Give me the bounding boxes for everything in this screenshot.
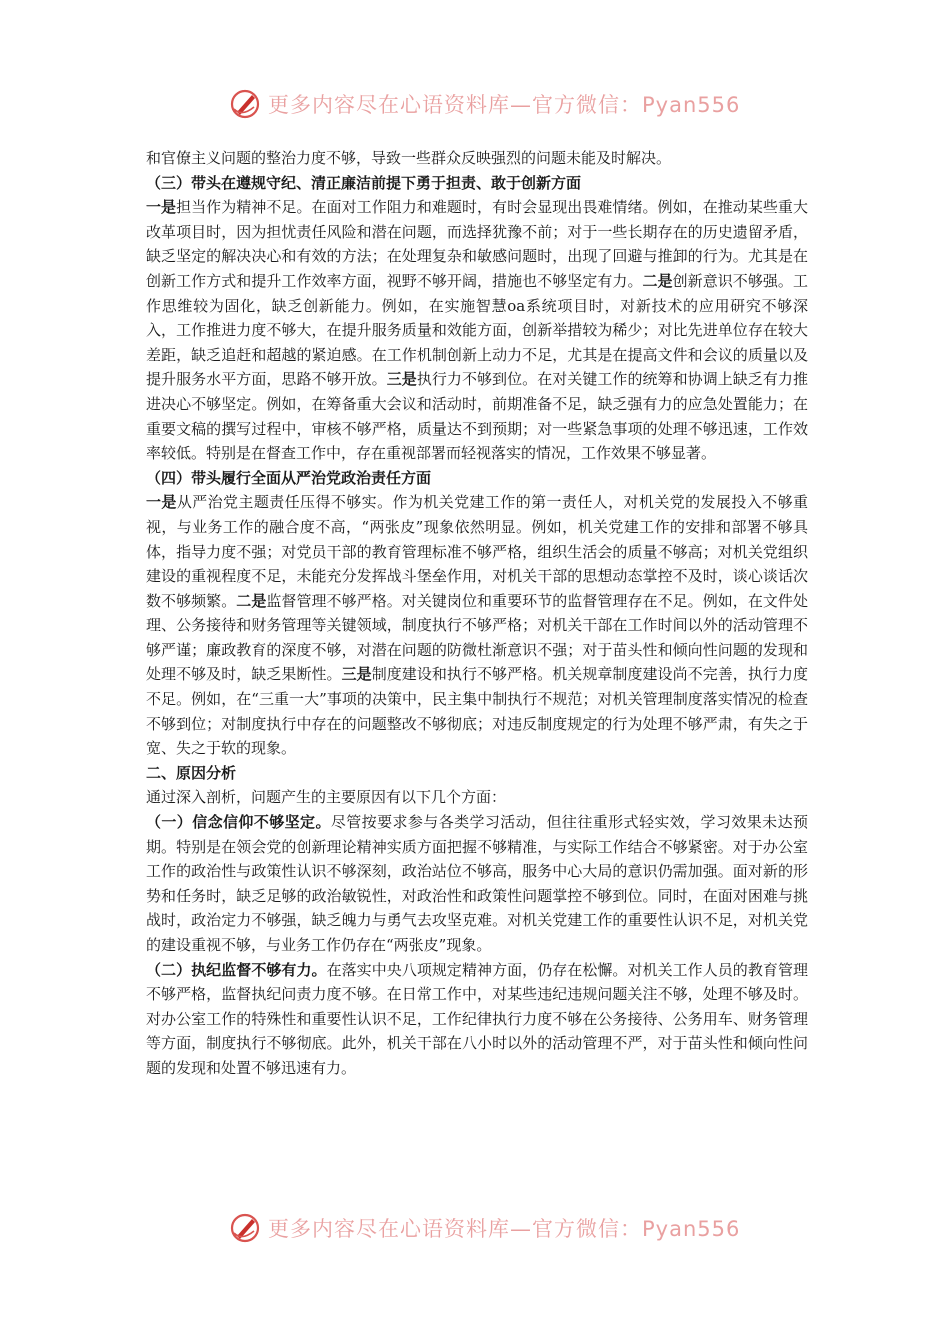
chapter-heading: 二、原因分析 <box>146 763 237 782</box>
lead-label: 一是 <box>146 198 177 217</box>
document-body <box>146 146 808 1081</box>
watermark-text: 更多内容尽在心语资料库—官方微信：Pyan556 <box>268 93 741 117</box>
watermark-banner-bottom <box>228 1208 748 1248</box>
lead-label: 二是 <box>236 591 267 610</box>
paragraph: 通过深入剖析，问题产生的主要原因有以下几个方面： <box>146 788 507 807</box>
paragraph-text: 创新意识不够强。工作思维较为固化，缺乏创新能力。例如，在实施智慧oa系统项目时，对新技术的应用研究不够深入，工作推进力度不够大，在提升服务质量和效能方面，创新举措较为稀少；对比先进单位存在较大差距，缺乏追赶和超越的紧迫感。在工作机制创新上动力不足，尤其是在提高文件和会议的质量以及提升服务水平方面，思路不够开放。 <box>146 271 808 389</box>
paragraph-text: 执行力不够到位。在对关键工作的统筹和协调上缺乏有力推进决心不够坚定。例如，在筹备重大会议和活动时，前期准备不足，缺乏强有力的应急处置能力；在重要文稿的撰写过程中，审核不够严格，质量达不到预期；对一些紧急事项的处理不够迅速，工作效率较低。特别是在督查工作中，存在重视部署而轻视落实的情况，工作效果不够显著。 <box>146 370 808 463</box>
watermark-banner-top <box>228 84 748 124</box>
paragraph <box>146 195 808 466</box>
paragraph-text: 制度建设和执行不够严格。机关规章制度建设尚不完善，执行力度不足。例如，在“三重一大”事项的决策中，民主集中制执行不规范；对机关管理制度落实情况的检查不够到位；对制度执行中存在的问题整改不够彻底；对违反制度规定的行为处理不够严肃，有失之于宽、失之于软的现象。 <box>146 665 808 758</box>
paragraph <box>146 958 808 1081</box>
paragraph-text: 尽管按要求参与各类学习活动，但往往重形式轻实效，学习效果未达预期。特别是在领会党的创新理论精神实质方面把握不够精准，与实际工作结合不够紧密。对于办公室工作的政治性与政策性认识不够深刻，政治站位不够高，服务中心大局的意识仍需加强。面对新的形势和任务时，缺乏足够的政治敏锐性，对政治性和政策性问题掌控不够到位。同时，在面对困难与挑战时，政治定力不够强，缺乏魄力与勇气去攻坚克难。对机关党建工作的重要性认识不足，对机关党的建设重视不够，与业务工作仍存在“两张皮”现象。 <box>146 813 808 954</box>
lead-label: 三是 <box>341 665 372 684</box>
lead-label: （一）信念信仰不够坚定。 <box>146 813 331 832</box>
paragraph <box>146 810 808 958</box>
paragraph-text: 担当作为精神不足。在面对工作阻力和难题时，有时会显现出畏难情绪。例如，在推动某些重大改革项目时，因为担忧责任风险和潜在问题，而选择犹豫不前；对于一些长期存在的历史遗留矛盾，缺乏坚定的解决决心和有效的方法；在处理复杂和敏感问题时，出现了回避与推卸的行为。尤其是在创新工作方式和提升工作效率方面，视野不够开阔，措施也不够坚定有力。 <box>146 198 808 290</box>
lead-label: 一是 <box>146 493 177 512</box>
lead-label: 二是 <box>642 271 673 290</box>
lead-label: 三是 <box>386 370 417 389</box>
paragraph-text: 监督管理不够严格。对关键岗位和重要环节的监督管理存在不足。例如，在文件处理、公务接待和财务管理等关键领域，制度执行不够严格；对机关干部在工作时间以外的活动管理不够严谨；廉政教育的深度不够，对潜在问题的防微杜渐意识不强；对于苗头性和倾向性问题的发现和处理不够及时，缺乏果断性。 <box>146 591 808 684</box>
paragraph-text: 从严治党主题责任压得不够实。作为机关党建工作的第一责任人，对机关党的发展投入不够重视，与业务工作的融合度不高，“两张皮”现象依然明显。例如，机关党建工作的安排和部署不够具体，指导力度不强；对党员干部的教育管理标准不够严格，组织生活会的质量不够高；对机关党组织建设的重视程度不足，未能充分发挥战斗堡垒作用，对机关干部的思想动态掌控不及时，谈心谈话次数不够频繁。 <box>146 493 808 610</box>
section-heading: （三）带头在遵规守纪、清正廉洁前提下勇于担责、敢于创新方面 <box>146 173 582 192</box>
lead-label: （二）执纪监督不够有力。 <box>146 960 327 979</box>
pen-swirl-logo-icon <box>228 1211 262 1245</box>
paragraph <box>146 490 808 761</box>
section-heading: （四）带头履行全面从严治党政治责任方面 <box>146 468 432 487</box>
paragraph: 和官僚主义问题的整治力度不够，导致一些群众反映强烈的问题未能及时解决。 <box>146 149 672 167</box>
paragraph-text: 在落实中央八项规定精神方面，仍存在松懈。对机关工作人员的教育管理不够严格，监督执纪问责力度不够。在日常工作中，对某些违纪违规问题关注不够，处理不够及时。对办公室工作的特殊性和重要性认识不足，工作纪律执行力度不够在公务接待、公务用车、财务管理等方面，制度执行不够彻底。此外，机关干部在八小时以外的活动管理不严，对于苗头性和倾向性问题的发现和处置不够迅速有力。 <box>146 960 808 1077</box>
pen-swirl-logo-icon <box>228 87 262 121</box>
watermark-text: 更多内容尽在心语资料库—官方微信：Pyan556 <box>268 1217 741 1241</box>
